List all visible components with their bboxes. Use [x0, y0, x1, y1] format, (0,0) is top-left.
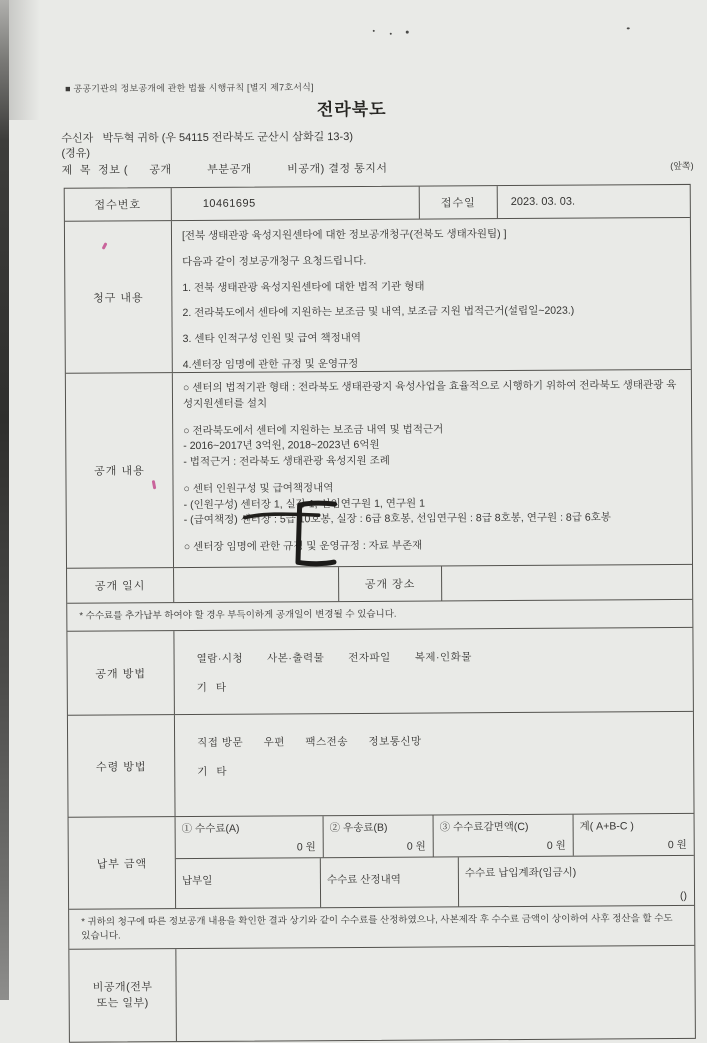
disclosure-place-label: 공개 장소 — [339, 566, 442, 601]
front-side-marker: (앞쪽) — [670, 160, 694, 172]
disclosure-line: ○ 전라북도에서 센터에 지원하는 보조금 내역 및 법적근거 — [183, 422, 444, 437]
receive-label: 수령 방법 — [68, 715, 176, 817]
fee-amount-subrow — [176, 814, 694, 859]
scan-speck — [373, 30, 375, 32]
nondisclosure-value — [176, 946, 695, 1041]
settle-note: * 귀하의 청구에 따른 정보공개 내용을 확인한 결과 상기와 같이 수수료를 산정하였으나, 사본제작 후 수수료 금액이 상이하여 사후 정산을 할 수도 있습니다. — [81, 913, 673, 942]
payment-label: 납부 금액 — [69, 817, 177, 909]
scan-speck — [390, 33, 392, 35]
request-line: [전북 생태관광 육성지원센타에 대한 정보공개청구(전북도 생태자원팀) ] — [181, 228, 507, 243]
disclosure-content — [173, 370, 692, 567]
fee-grid — [176, 814, 695, 908]
fee-detail-subrow — [176, 856, 694, 908]
fee-total-value: 0 원 — [667, 838, 687, 852]
fee-account-value: () — [679, 889, 688, 903]
via-line: (경유) — [61, 147, 91, 160]
nondisclosure-label-line2: 또는 일부) — [96, 997, 149, 1010]
fee-b-cell — [324, 816, 434, 858]
fee-b-label: ② 우송료(B) — [329, 821, 388, 835]
subject-line: 제 목 정보 ( 공개 부분공개 비공개) 결정 통지서 — [61, 162, 388, 177]
request-line: 2. 전라북도에서 센타에 지원하는 보조금 및 내역, 보조금 지원 법적근거(설립일~2023.) — [182, 304, 575, 320]
notice-form-table — [64, 184, 696, 1043]
nondisclosure-label — [69, 949, 177, 1042]
payment-row — [69, 814, 695, 910]
receipt-no-value: 10461695 — [172, 187, 420, 221]
method-options-line: 열람·시청 사본·출력물 전자파일 복제·인화물 — [196, 651, 472, 665]
scan-speck — [406, 31, 409, 34]
disclosure-line: ○ 센터의 법적기관 형태 : 전라북도 생태관광지 육성사업을 효율적으로 시행하기 위하여 전라북도 생태관광 육성지원센터를 설치 — [182, 379, 677, 410]
disclosure-line: - (급여책정) 센터장 : 5급 10호봉, 실장 : 6급 8호봉, 선임연구원 : 8급 8호봉, 연구원 : 8급 6호봉 — [183, 511, 611, 527]
agency-title: 전라북도 — [316, 99, 387, 120]
disclosure-line: - (인원구성) 센터장 1, 실장 1, 선임연구원 1, 연구원 1 — [183, 497, 425, 511]
receive-options-line: 직접 방문 우편 팩스전송 정보통신망 — [197, 735, 422, 749]
fee-total-label: 계( A+B-C ) — [579, 820, 634, 833]
disclosure-datetime-value — [174, 567, 339, 602]
nondisclosure-label-line1: 비공개(전부 — [92, 980, 153, 994]
request-label: 청구 내용 — [65, 221, 173, 373]
disclosure-line: ○ 센터장 임명에 관한 규정 및 운영규정 : 자료 부존재 — [183, 539, 423, 554]
when-where-row — [67, 565, 692, 604]
fee-b-value: 0 원 — [406, 840, 426, 853]
fee-total-cell — [574, 814, 694, 856]
disclosure-row — [66, 370, 692, 569]
disclosure-label: 공개 내용 — [66, 373, 174, 568]
receive-options — [175, 712, 694, 816]
method-options — [174, 628, 692, 714]
recipient-line: 수신자 박두혁 귀하 (우 54115 전라북도 군산시 삼화길 13-3) — [61, 130, 354, 145]
disclosure-line: ○ 센터 인원구성 및 급여책정내역 — [183, 481, 334, 495]
pay-date-cell: 납부일 — [176, 858, 321, 908]
fee-a-cell — [176, 816, 324, 858]
scan-speck — [627, 27, 630, 29]
receive-etc-label: 기 타 — [197, 765, 230, 778]
nondisclosure-row — [69, 946, 695, 1042]
receipt-date-label: 접수일 — [420, 186, 498, 218]
request-line: 3. 센타 인적구성 인원 및 급여 책정내역 — [182, 331, 362, 346]
request-row — [65, 218, 691, 374]
disclosure-place-value — [442, 565, 692, 601]
fee-account-label: 수수료 납입계좌(입금시) — [464, 866, 577, 880]
settle-note-row — [69, 906, 694, 950]
handwritten-mark — [291, 500, 341, 570]
fee-change-note: * 수수료를 추가납부 하여야 할 경우 부득이하게 공개일이 변경될 수 있습니다. — [79, 608, 397, 622]
fee-c-value: 0 원 — [546, 839, 566, 852]
receipt-row — [65, 185, 690, 222]
fee-c-cell — [434, 815, 574, 857]
scan-left-edge — [0, 0, 9, 1000]
fee-a-value: 0 원 — [296, 841, 316, 854]
method-label: 공개 방법 — [67, 631, 175, 715]
fee-calc-cell: 수수료 산정내역 — [321, 857, 459, 907]
fee-change-note-row — [67, 600, 692, 632]
receipt-date-value: 2023. 03. 03. — [510, 195, 576, 209]
receipt-no-label: 접수번호 — [65, 188, 172, 221]
request-line: 1. 전북 생태관광 육성지원센타에 대한 법적 기관 형태 — [182, 280, 425, 294]
receive-row — [68, 712, 694, 818]
scan-corner-shade — [6, 0, 40, 120]
method-row — [67, 628, 693, 716]
fee-account-cell — [459, 856, 694, 906]
form-reference-line: ■ 공공기관의 정보공개에 관한 법률 시행규칙 [별지 제7호서식] — [65, 82, 314, 94]
method-etc-label: 기 타 — [196, 681, 230, 694]
disclosure-line: - 2016~2017년 3억원, 2018~2023년 6억원 — [183, 439, 380, 453]
fee-c-label: ③ 수수료감면액(C) — [439, 820, 529, 834]
disclosure-line: - 법적근거 : 전라북도 생태관광 육성지원 조례 — [183, 454, 390, 469]
request-content — [172, 218, 691, 372]
request-line: 다음과 같이 정보공개청구 요청드립니다. — [182, 254, 367, 268]
request-line: 4.센터장 임명에 관한 규정 및 운영규정 — [182, 357, 359, 371]
disclosure-datetime-label: 공개 일시 — [67, 568, 174, 603]
fee-a-label: ① 수수료(A) — [181, 822, 240, 836]
